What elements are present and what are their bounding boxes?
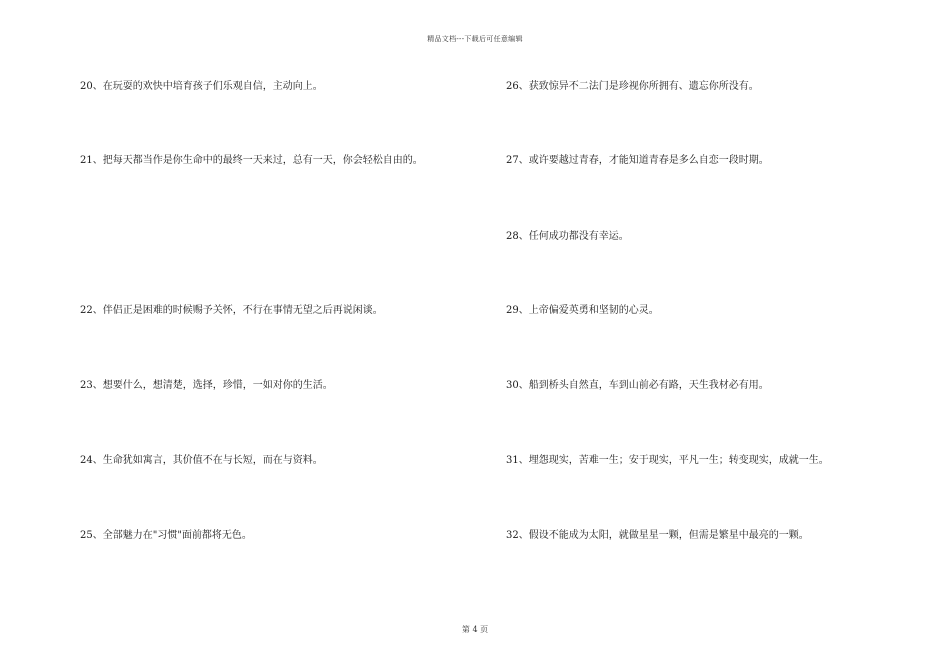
- quote-item: 22、伴侣正是困难的时候赐予关怀，不行在事情无望之后再说闲谈。: [80, 305, 383, 316]
- quote-item: 23、想要什么，想清楚，选择，珍惜，一如对你的生活。: [80, 380, 333, 391]
- quote-item: 28、任何成功都没有幸运。: [506, 231, 629, 242]
- quote-item: 27、或许要越过青春，才能知道青春是多么自恋一段时期。: [506, 155, 769, 166]
- quote-item: 25、全部魅力在"习惯"面前都将无色。: [80, 530, 252, 541]
- quote-item: 20、在玩耍的欢快中培育孩子们乐观自信，主动向上。: [80, 81, 323, 92]
- quote-item: 30、船到桥头自然直，车到山前必有路，天生我材必有用。: [506, 380, 769, 391]
- quote-item: 24、生命犹如寓言，其价值不在与长短，而在与资料。: [80, 455, 323, 466]
- quote-item: 32、假设不能成为太阳，就做星星一颗，但需是繁星中最亮的一颗。: [506, 530, 809, 541]
- quote-item: 21、把每天都当作是你生命中的最终一天来过，总有一天，你会轻松自由的。: [80, 155, 423, 166]
- quote-item: 29、上帝偏爱英勇和坚韧的心灵。: [506, 305, 659, 316]
- quote-item: 26、获致惊异不二法门是珍视你所拥有、遗忘你所没有。: [506, 81, 759, 92]
- quote-item: 31、埋怨现实，苦难一生；安于现实，平凡一生；转变现实，成就一生。: [506, 455, 829, 466]
- page-number: 第 4 页: [461, 625, 489, 634]
- page-header: 精品文档---下载后可任意编辑: [427, 35, 523, 43]
